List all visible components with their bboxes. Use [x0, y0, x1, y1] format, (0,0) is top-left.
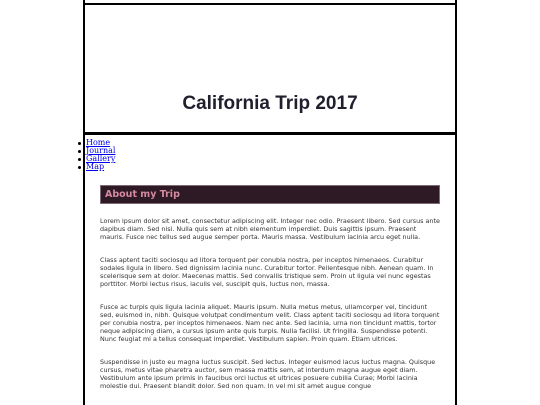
page-right-border [455, 0, 457, 405]
nav-link-gallery[interactable]: Gallery [86, 154, 116, 163]
paragraph: Lorem ipsum dolor sit amet, consectetur adipiscing elit. Integer nec odio. Praesent libero. Sed cursus ante dapibus diam. Sed nisi. Nulla quis sem at nibh elementum imperdiet. Duis sagittis ipsum. Praesent mauris. Fusce nec tellus sed augue semper porta. Mauris massa. Vestibulum lacinia arcu eget nulla. [100, 217, 440, 241]
nav-link-map[interactable]: Map [86, 162, 105, 171]
site-header [85, 3, 455, 135]
nav-item-map [86, 163, 115, 171]
main-content [100, 217, 441, 405]
paragraph: Fusce ac turpis quis ligula lacinia aliquet. Mauris ipsum. Nulla metus metus, ullamcorper vel, tincidunt sed, euismod in, nibh. Quisque volutpat condimentum velit. Class aptent taciti sociosqu ad litora torquent per conubia nostra, per inceptos himenaeos. Nam nec ante. Sed lacinia, urna non tincidunt mattis, tortor neque adipiscing diam, a cursus ipsum ante quis turpis. Nulla facilisi. Ut fringilla. Suspendisse potenti. Nunc feugiat mi a tellus consequat imperdiet. Vestibulum sapien. Proin quam. Etiam ultrices. [100, 303, 440, 343]
section-heading: About my Trip [105, 189, 180, 200]
paragraph: Class aptent taciti sociosqu ad litora torquent per conubia nostra, per inceptos himenaeos. Curabitur sodales ligula in libero. Sed dignissim lacinia nunc. Curabitur tortor. Pellentesque nibh. Aenean quam. In scelerisque sem at dolor. Maecenas mattis. Sed convallis tristique sem. Proin ut ligula vel nunc egestas porttitor. Morbi lectus risus, iaculis vel, suscipit quis, luctus non, massa. [100, 256, 434, 288]
section-heading-bar [100, 185, 440, 204]
paragraph: Suspendisse in justo eu magna luctus suscipit. Sed lectus. Integer euismod lacus luctus magna. Quisque cursus, metus vitae pharetra auctor, sem massa mattis sem, at interdum magna augue eget diam. Vestibulum ante ipsum primis in faucibus orci luctus et ultrices posuere cubilia Curae; Morbi lacinia molestie dui. Praesent blandit dolor. Sed non quam. In vel mi sit amet augue congue [100, 358, 436, 390]
nav-link-home[interactable]: Home [86, 138, 111, 147]
main-nav [78, 139, 115, 171]
nav-link-journal[interactable]: Journal [86, 146, 116, 155]
site-title: California Trip 2017 [182, 93, 358, 114]
